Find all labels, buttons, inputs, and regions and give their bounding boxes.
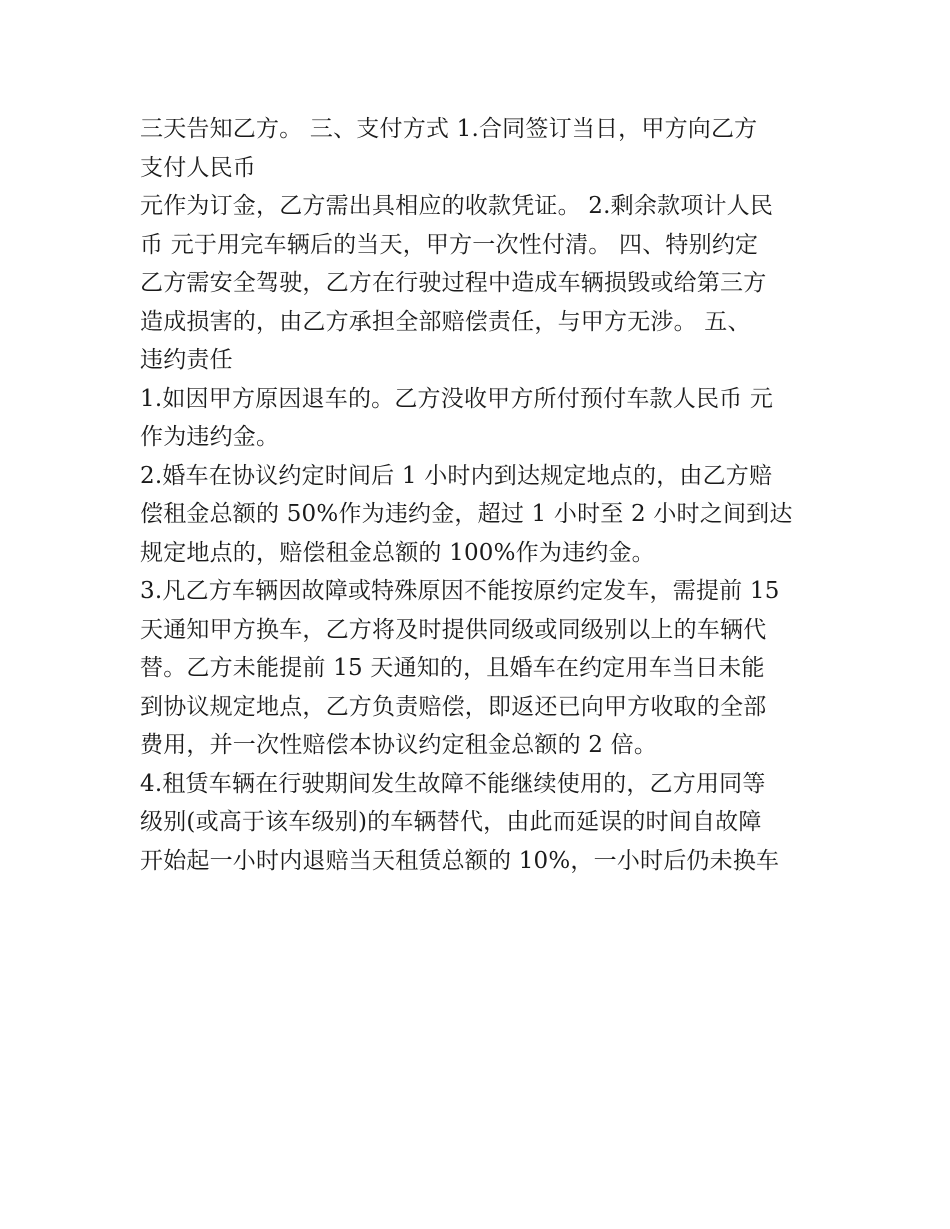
text-line: 4.租赁车辆在行驶期间发生故障不能继续使用的，乙方用同等 bbox=[140, 770, 766, 797]
text-line: 2.婚车在协议约定时间后 1 小时内到达规定地点的，由乙方赔 bbox=[140, 462, 773, 489]
text-line: 规定地点的，赔偿租金总额的 100%作为违约金。 bbox=[140, 539, 655, 566]
text-line: 作为违约金。 bbox=[140, 424, 280, 450]
document-page bbox=[140, 110, 820, 880]
text-line: 乙方需安全驾驶，乙方在行驶过程中造成车辆损毁或给第三方 bbox=[140, 270, 767, 296]
text-line: 违约责任 bbox=[140, 347, 233, 373]
text-line: 元作为订金，乙方需出具相应的收款凭证。 2.剩余款项计人民 bbox=[140, 193, 774, 219]
text-line: 三天告知乙方。 三、支付方式 1.合同签订当日，甲方向乙方 bbox=[140, 116, 758, 142]
text-line: 造成损害的，由乙方承担全部赔偿责任，与甲方无涉。 五、 bbox=[140, 308, 751, 335]
text-line: 币 元于用完车辆后的当天，甲方一次性付清。 四、特别约定 bbox=[140, 231, 759, 258]
text-line: 3.凡乙方车辆因故障或特殊原因不能按原约定发车，需提前 15 bbox=[140, 578, 780, 604]
text-line: 到协议规定地点，乙方负责赔偿，即返还已向甲方收取的全部 bbox=[140, 693, 767, 720]
text-line: 费用，并一次性赔偿本协议约定租金总额的 2 倍。 bbox=[140, 732, 658, 758]
text-line: 天通知甲方换车，乙方将及时提供同级或同级别以上的车辆代 bbox=[140, 616, 767, 643]
text-line: 替。乙方未能提前 15 天通知的，且婚车在约定用车当日未能 bbox=[140, 655, 765, 681]
text-line: 支付人民币 bbox=[140, 154, 256, 181]
text-line: 开始起一小时内退赔当天租赁总额的 10%，一小时后仍未换车 bbox=[140, 847, 780, 874]
text-line: 1.如因甲方原因退车的。乙方没收甲方所付预付车款人民币 元 bbox=[140, 385, 774, 412]
text-line: 偿租金总额的 50%作为违约金，超过 1 小时至 2 小时之间到达 bbox=[140, 501, 793, 527]
text-line: 级别(或高于该车级别)的车辆替代，由此而延误的时间自故障 bbox=[140, 809, 762, 835]
